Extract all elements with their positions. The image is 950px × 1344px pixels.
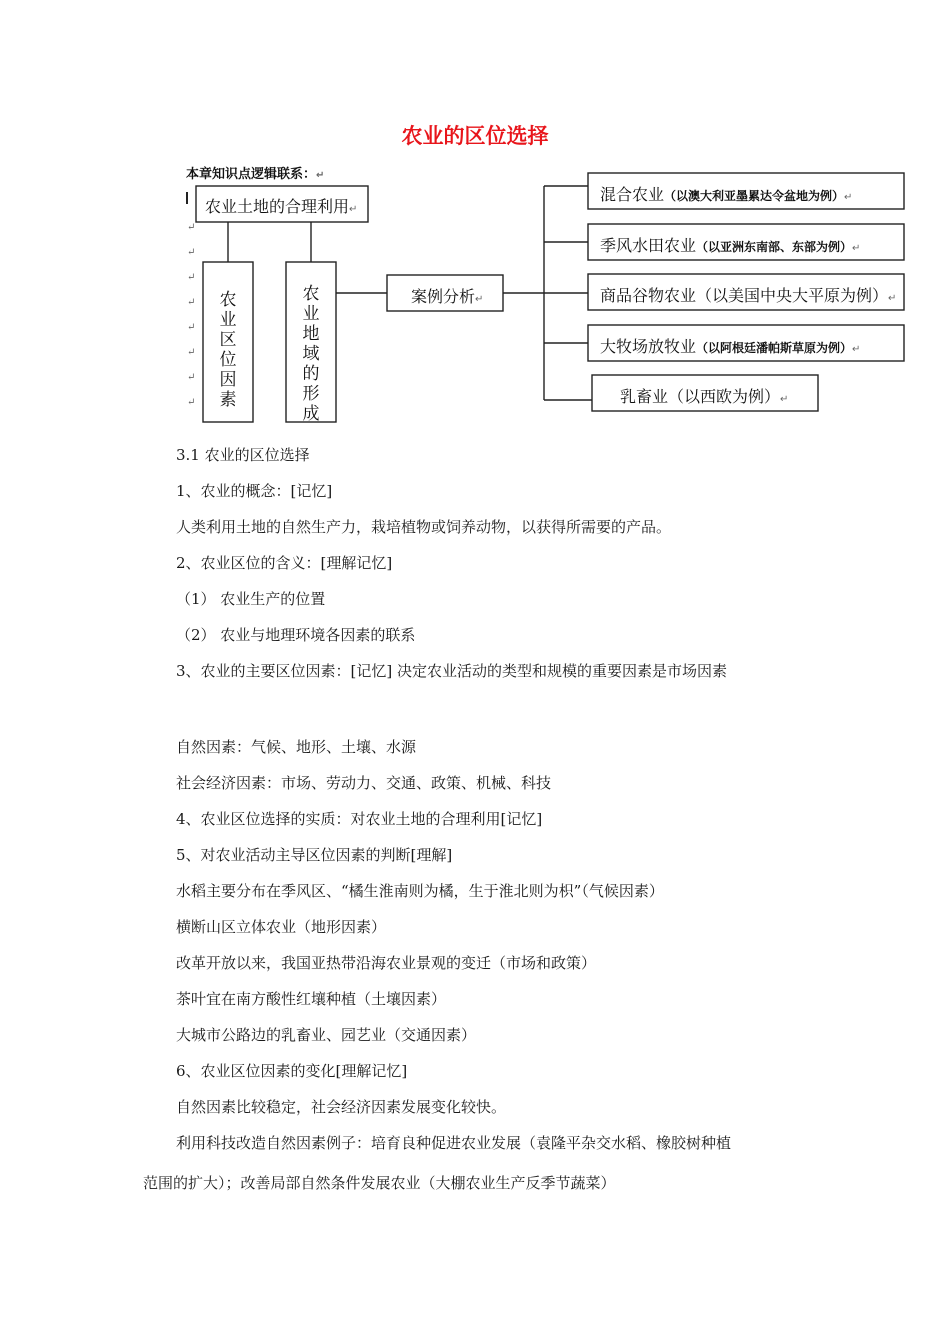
body-line: （2） 农业与地理环境各因素的联系 — [176, 626, 416, 644]
left-box-label: 农业区位因素 — [219, 290, 237, 410]
body-line: 2、农业区位的含义：[理解记忆] — [176, 554, 393, 572]
paragraph-mark: ↵ — [187, 247, 196, 258]
body-line: 1、农业的概念：[记忆] — [176, 482, 333, 500]
case-analysis-box — [411, 284, 483, 307]
body-line: 大城市公路边的乳畜业、园艺业（交通因素） — [176, 1026, 477, 1044]
body-line: 范围的扩大）；改善局部自然条件发展农业（大棚农业生产反季节蔬菜） — [143, 1174, 616, 1192]
paragraph-mark: ↵ — [187, 372, 196, 383]
case-name: 大牧场放牧业 — [600, 337, 697, 356]
case-box-2 — [600, 233, 860, 256]
case-note: （以西欧为例） — [668, 387, 781, 406]
paragraph-mark: ↵ — [852, 344, 861, 355]
body-line: 6、农业区位因素的变化[理解记忆] — [176, 1062, 408, 1080]
case-analysis-label: 案例分析 — [411, 287, 476, 306]
body-line: 水稻主要分布在季风区、“橘生淮南则为橘，生于淮北则为枳”（气候因素） — [176, 882, 664, 900]
case-box-4 — [600, 334, 860, 357]
paragraph-mark: ↵ — [187, 347, 196, 358]
paragraph-mark: ↵ — [888, 293, 897, 304]
knowledge-diagram — [0, 0, 950, 430]
body-line: 茶叶宜在南方酸性红壤种植（土壤因素） — [176, 990, 447, 1008]
diagram-heading — [186, 163, 324, 182]
case-note: （以亚洲东南部、东部为例） — [696, 240, 853, 254]
paragraph-mark: ↵ — [187, 297, 196, 308]
paragraph-mark: ↵ — [187, 272, 196, 283]
root-box — [205, 194, 357, 217]
paragraph-mark: ↵ — [187, 222, 196, 233]
body-line: 自然因素比较稳定，社会经济因素发展变化较快。 — [176, 1098, 507, 1116]
paragraph-mark: ↵ — [844, 192, 853, 203]
right-box-label: 农业地域的形成 — [302, 284, 320, 424]
body-line: 自然因素：气候、地形、土壤、水源 — [176, 738, 417, 756]
diagram-heading-text: 本章知识点逻辑联系： — [186, 167, 317, 182]
diagram-lines — [0, 0, 950, 430]
body-line: 人类利用土地的自然生产力，栽培植物或饲养动物，以获得所需要的产品。 — [176, 518, 672, 536]
case-box-3 — [600, 283, 896, 306]
root-box-label: 农业土地的合理利用 — [205, 197, 350, 216]
body-line: 横断山区立体农业（地形因素） — [176, 918, 387, 936]
paragraph-mark: ↵ — [187, 322, 196, 333]
case-name: 混合农业 — [600, 185, 665, 204]
case-box-1 — [600, 182, 852, 205]
body-line: 社会经济因素：市场、劳动力、交通、政策、机械、科技 — [176, 774, 552, 792]
body-line: 5、对农业活动主导区位因素的判断[理解] — [176, 846, 453, 864]
body-line: 4、农业区位选择的实质：对农业土地的合理利用[记忆] — [176, 810, 543, 828]
body-line: 利用科技改造自然因素例子：培育良种促进农业发展（袁隆平杂交水稻、橡胶树种植 — [176, 1134, 732, 1152]
paragraph-mark: ↵ — [852, 243, 861, 254]
case-name: 乳畜业 — [620, 387, 669, 406]
paragraph-mark: ↵ — [349, 204, 358, 215]
body-line: 改革开放以来，我国亚热带沿海农业景观的变迁（市场和政策） — [176, 954, 597, 972]
case-note: （以美国中央大平原为例） — [696, 286, 889, 305]
case-box-5 — [620, 384, 788, 407]
body-line: 3.1 农业的区位选择 — [176, 446, 310, 464]
case-note: （以阿根廷潘帕斯草原为例） — [696, 341, 853, 355]
case-note: （以澳大利亚墨累达令盆地为例） — [664, 189, 845, 203]
case-name: 季风水田农业 — [600, 236, 697, 255]
paragraph-mark: ↵ — [475, 294, 484, 305]
paragraph-mark: ↵ — [316, 170, 325, 181]
page-title: 农业的区位选择 — [401, 124, 549, 148]
paragraph-mark: ↵ — [187, 397, 196, 408]
case-name: 商品谷物农业 — [600, 286, 697, 305]
body-line: （1） 农业生产的位置 — [176, 590, 326, 608]
body-line: 3、农业的主要区位因素：[记忆] 决定农业活动的类型和规模的重要因素是市场因素 — [176, 662, 728, 680]
paragraph-mark: ↵ — [780, 394, 789, 405]
